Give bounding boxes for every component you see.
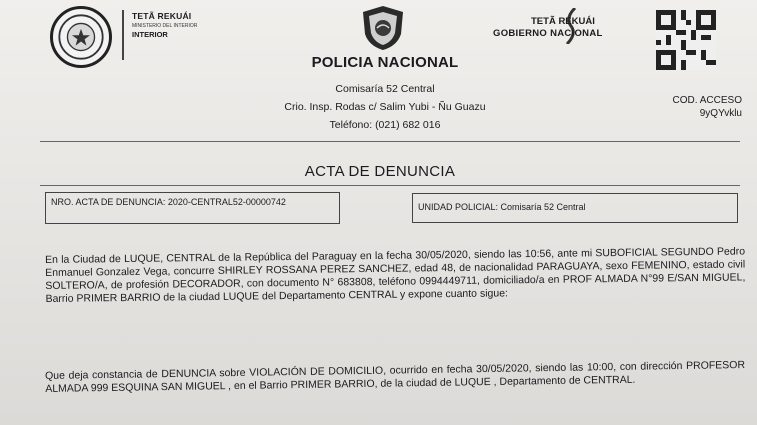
- access-code-block: [612, 94, 742, 120]
- agency-title: POLICIA NACIONAL: [311, 54, 459, 71]
- police-emblem-icon: [357, 4, 409, 52]
- station-address: Crio. Insp. Rodas c/ Salim Yubi - Ñu Guazu: [284, 101, 486, 113]
- report-number-box: NRO. ACTA DE DENUNCIA: 2020-CENTRAL52-00000742: [45, 192, 340, 224]
- access-code-value: 9yQYvklu: [699, 108, 742, 119]
- government-line1: TETÃ REKUÁI: [531, 16, 595, 27]
- declaration-paragraph: En la Ciudad de LUQUE, CENTRAL de la República del Paraguay en la fecha 30/05/2020, siendo las 10:56, ante mi SUBOFICIAL SEGUNDO Pedro Enmanuel Gonzalez Vega, concurre SHIRLEY ROSSANA PEREZ SANCHEZ, edad 48, de nacionalidad PARAGUAYA, sexo FEMENINO, estado civil SOLTERO/A, de profesión DECORADOR, con documento N° 683808, teléfono 0994449711, domiciliado/a en PROF ALMADA N°99 E/SAN MIGUEL, Barrio PRIMER BARRIO de la ciudad LUQUE del Departamento CENTRAL y expone cuanto sigue:: [45, 245, 746, 305]
- station-name: Comisaría 52 Central: [335, 83, 435, 95]
- qr-code-icon: [656, 10, 716, 70]
- ministry-line2: MINISTERIO DEL INTERIOR: [132, 23, 198, 29]
- top-divider: [40, 141, 740, 142]
- police-unit-box: UNIDAD POLICIAL: Comisaría 52 Central: [412, 193, 738, 223]
- title-divider: [40, 185, 740, 186]
- complaint-paragraph: Que deja constancia de DENUNCIA sobre VIOLACIÓN DE DOMICILIO, ocurrido en fecha 30/05/2020, siendo las 10:00, con dirección PROFESOR ALMADA 999 ESQUINA SAN MIGUEL , en el Barrio PRIMER BARRIO, de la ciudad de LUQUE , Departamento de CENTRAL.: [45, 359, 746, 395]
- document-title: ACTA DE DENUNCIA: [304, 163, 456, 180]
- ministry-block: [132, 11, 212, 39]
- government-logo: [493, 6, 643, 66]
- access-code-label: COD. ACCESO: [672, 95, 742, 106]
- government-line2: GOBIERNO NACIONAL: [493, 28, 603, 39]
- ministry-line1: TETÃ REKUÁI: [132, 11, 192, 21]
- header-divider: [122, 10, 124, 60]
- ministry-line3: INTERIOR: [132, 30, 168, 39]
- station-phone: Teléfono: (021) 682 016: [329, 119, 441, 131]
- national-seal-icon: [50, 6, 112, 68]
